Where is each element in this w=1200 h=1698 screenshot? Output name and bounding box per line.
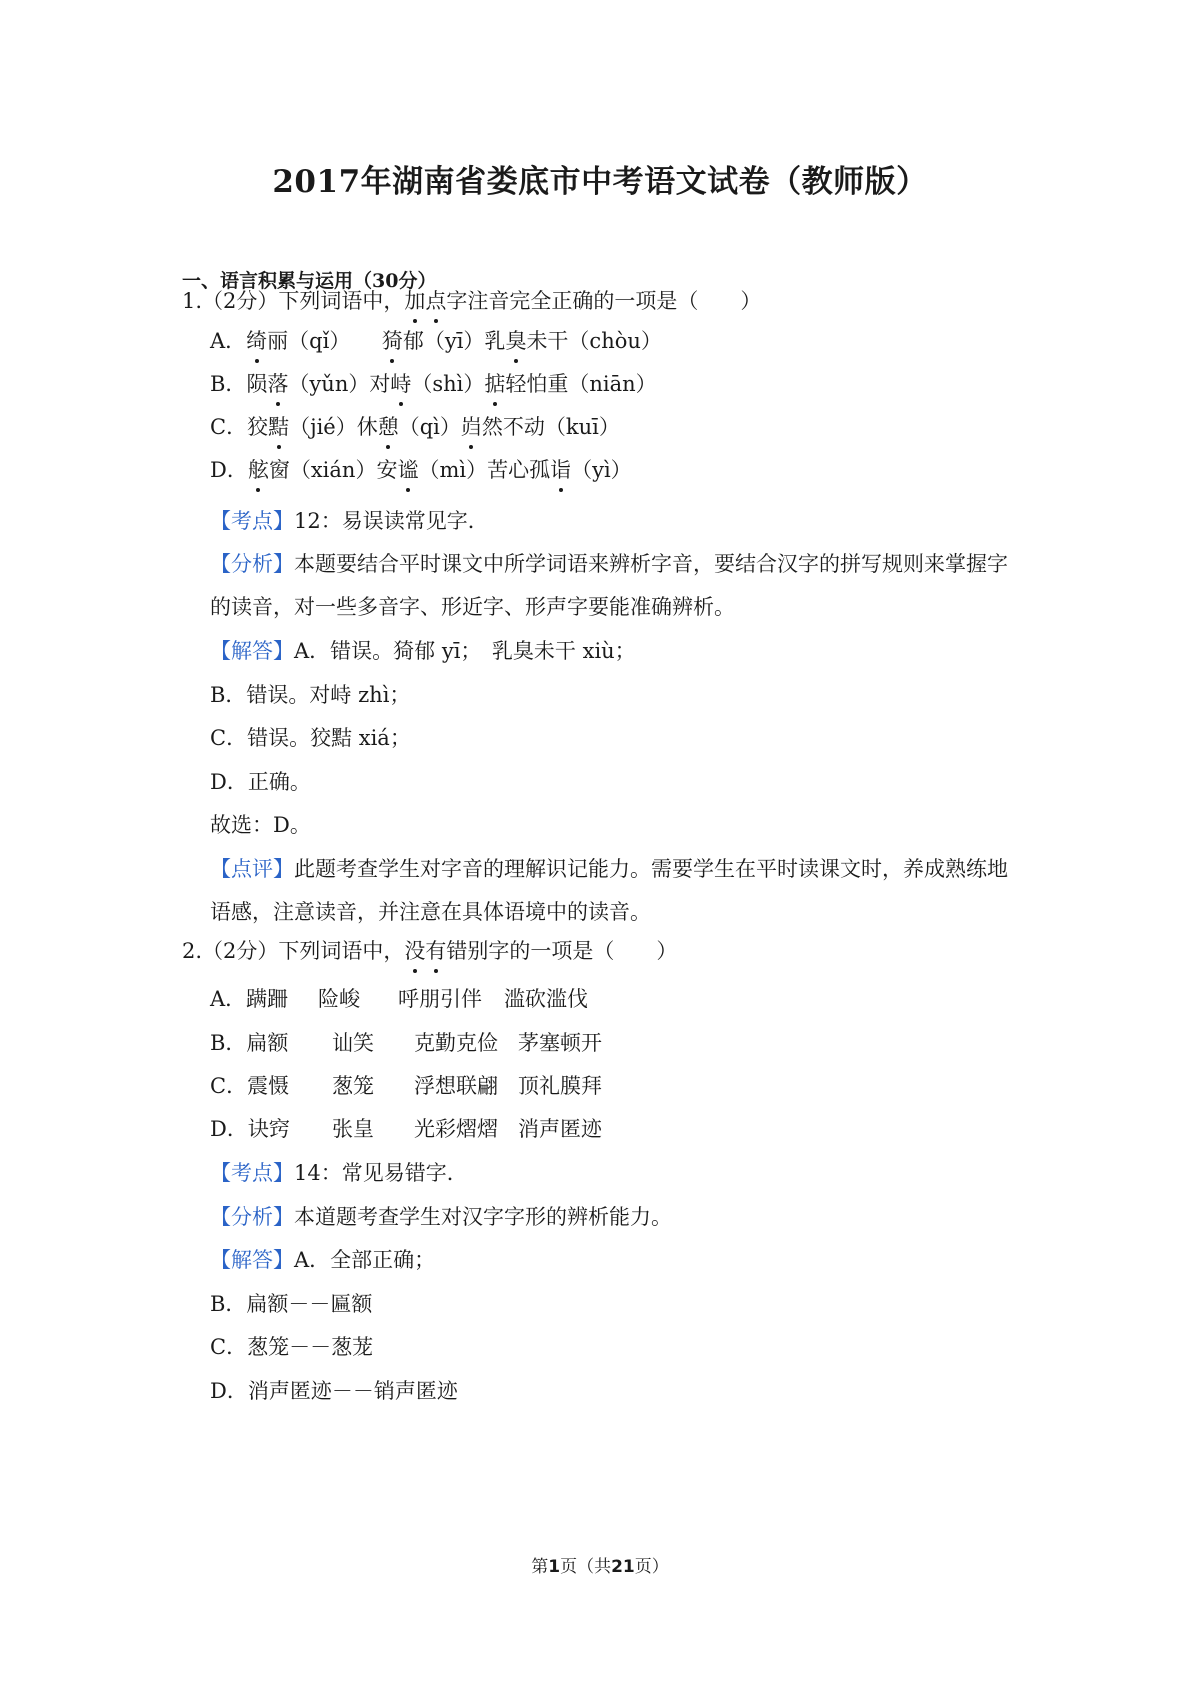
question-2-jieda-line-2: B．扁额－－匾额 [210,1292,373,1316]
question-1-dianping-line-1: 【点评】此题考查学生对字音的理解识记能力。需要学生在平时读课文时，养成熟练地 [210,857,1008,881]
question-1-option-a: A．绮丽（qǐ） 猗郁（yī）乳臭未干（chòu） [210,326,662,356]
question-1-option-d: D．舷窗（xián）安谧（mì）苦心孤诣（yì） [210,455,632,485]
question-2-fenxi: 【分析】本道题考查学生对汉字字形的辨析能力。 [210,1205,672,1229]
question-1-fenxi-line-2: 的读音，对一些多音字、形近字、形声字要能准确辨析。 [210,595,735,619]
question-1-option-b: B．陨落（yǔn）对峙（shì）掂轻怕重（niān） [210,369,657,399]
question-1-fenxi-line-1: 【分析】本题要结合平时课文中所学词语来辨析字音，要结合汉字的拼写规则来掌握字 [210,552,1008,576]
question-2-stem: 2.（2分）下列词语中，没有错别字的一项是（ ） [182,936,677,966]
question-2-jieda-line-3: C．葱笼－－葱茏 [210,1335,374,1359]
question-2-option-a: A．蹒跚 险峻 呼朋引伴 滥砍滥伐 [210,987,588,1011]
question-2-jieda-line-4: D．消声匿迹－－销声匿迹 [210,1379,458,1403]
page-title: 2017年湖南省娄底市中考语文试卷（教师版） [272,164,928,200]
question-1-jieda-line-3: C．错误。狡黠 xiá； [210,726,411,750]
question-2-option-c: C．震慑 葱笼 浮想联翩 顶礼膜拜 [210,1074,602,1098]
question-1-stem: 1.（2分）下列词语中，加点字注音完全正确的一项是（ ） [182,286,761,316]
question-1-jieda-line-2: B．错误。对峙 zhì； [210,683,411,707]
question-2-option-d: D．诀窍 张皇 光彩熠熠 消声匿迹 [210,1117,602,1141]
question-1-dianping-line-2: 语感，注意读音，并注意在具体语境中的读音。 [210,900,651,924]
question-1-kaodian: 【考点】12：易误读常见字． [210,509,489,533]
section-heading: 一、语言积累与运用（30分） [182,270,437,292]
question-2-jieda-line-1: 【解答】A．全部正确； [210,1248,436,1272]
question-1-answer: 故选：D。 [210,813,311,837]
page-footer: 第1页（共21页） [531,1557,669,1577]
question-2-kaodian: 【考点】14：常见易错字． [210,1161,468,1185]
question-1-jieda-line-1: 【解答】A．错误。猗郁 yī； 乳臭未干 xiù； [210,639,636,663]
question-2-option-b: B．扁额 讪笑 克勤克俭 茅塞顿开 [210,1031,602,1055]
question-1-jieda-line-4: D．正确。 [210,770,311,794]
question-1-option-c: C．狡黠（jié）休憩（qì）岿然不动（kuī） [210,412,620,442]
